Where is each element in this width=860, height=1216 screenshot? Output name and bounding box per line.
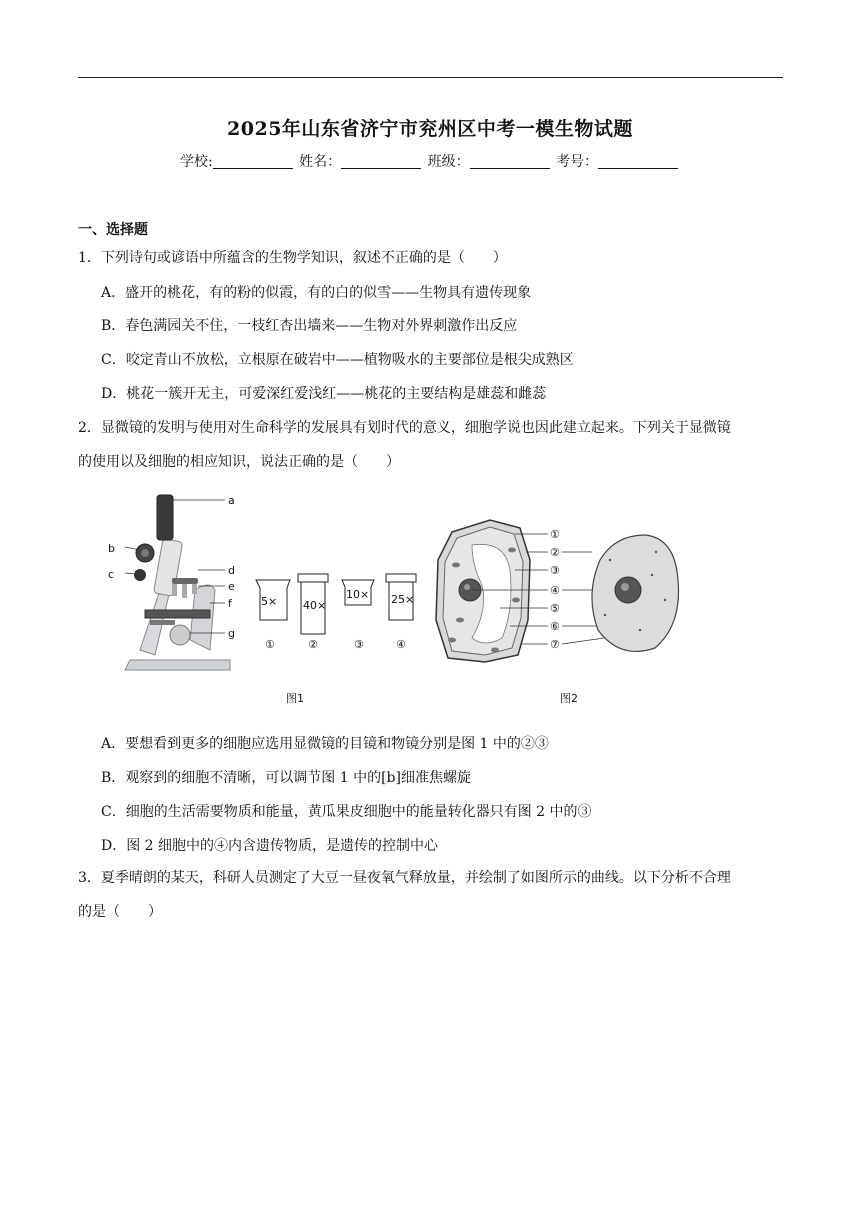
microscope-label-g: g: [228, 627, 235, 640]
cell-label-3: ③: [550, 564, 560, 577]
cell-label-2: ②: [550, 546, 560, 559]
section-heading: 一、选择题: [78, 222, 148, 238]
school-blank[interactable]: [213, 154, 293, 169]
question-3-stem-line2: 的是（ ）: [78, 904, 162, 920]
question-1-option-a: A．盛开的桃花，有的粉的似霞，有的白的似雪——生物具有遗传现象: [101, 285, 532, 301]
question-1-option-b: B．春色满园关不住，一枝红杏出墙来——生物对外界刺激作出反应: [101, 318, 518, 334]
question-1-stem: 1．下列诗句或谚语中所蕴含的生物学知识，叙述不正确的是（ ）: [78, 250, 507, 266]
lens-3-number: ③: [354, 638, 364, 651]
page-title: 2025年山东省济宁市兖州区中考一模生物试题: [227, 118, 633, 140]
question-1-option-d: D．桃花一簇开无主，可爱深红爱浅红——桃花的主要结构是雄蕊和雌蕊: [101, 386, 547, 402]
question-1-option-c: C．咬定青山不放松，立根原在破岩中——植物吸水的主要部位是根尖成熟区: [101, 352, 574, 368]
lens-4-number: ④: [396, 638, 406, 651]
class-label: 班级：: [427, 154, 470, 170]
plant-cell-drawing: [436, 520, 530, 662]
question-2-option-c: C．细胞的生活需要物质和能量，黄瓜果皮细胞中的能量转化器只有图 2 中的③: [101, 804, 592, 820]
id-label: 考号：: [556, 154, 599, 170]
lens-2-mag: 40×: [303, 599, 327, 612]
lens-1-mag: 5×: [261, 595, 278, 608]
question-2-option-b: B．观察到的细胞不清晰，可以调节图 1 中的[b]细准焦螺旋: [101, 770, 471, 786]
lens-4-cap: [386, 574, 416, 582]
cell-label-4: ④: [550, 584, 560, 597]
question-2-stem-line1: 2．显微镜的发明与使用对生命科学的发展具有划时代的意义，细胞学说也因此建立起来。下列关于显微镜: [78, 420, 731, 436]
question-2-option-a: A．要想看到更多的细胞应选用显微镜的目镜和物镜分别是图 1 中的②③: [101, 736, 549, 752]
question-2-figure: [100, 490, 700, 715]
question-2-stem-line2: 的使用以及细胞的相应知识，说法正确的是（ ）: [78, 454, 400, 470]
class-blank[interactable]: [470, 154, 550, 169]
microscope-label-c: c: [108, 568, 115, 581]
lens-1-number: ①: [265, 638, 275, 651]
top-rule: [78, 77, 783, 78]
question-2-option-d: D．图 2 细胞中的④内含遗传物质，是遗传的控制中心: [101, 838, 439, 854]
microscope-drawing: [125, 495, 230, 670]
figure-2-caption: 图2: [560, 692, 578, 705]
figure-1-caption: 图1: [286, 692, 304, 705]
microscope-label-e: e: [228, 580, 235, 593]
cell-label-7: ⑦: [550, 638, 560, 651]
lens-3-mag: 10×: [346, 588, 370, 601]
cell-label-5: ⑤: [550, 602, 560, 615]
lens-2-cap: [298, 574, 328, 582]
lens-4-mag: 25×: [391, 593, 415, 606]
microscope-label-d: d: [228, 564, 235, 577]
student-info-line: [0, 151, 860, 171]
cell-label-6: ⑥: [550, 620, 560, 633]
name-label: 姓名：: [299, 154, 342, 170]
microscope-label-f: f: [228, 597, 232, 610]
school-label: 学校:: [179, 154, 213, 170]
id-blank[interactable]: [598, 154, 678, 169]
question-3-stem-line1: 3．夏季晴朗的某天，科研人员测定了大豆一昼夜氧气释放量，并绘制了如图所示的曲线。以下分析不合理: [78, 870, 731, 886]
cell-label-1: ①: [550, 528, 560, 541]
animal-cell-drawing: [592, 535, 679, 651]
microscope-label-a: a: [228, 494, 235, 507]
name-blank[interactable]: [341, 154, 421, 169]
microscope-label-b: b: [108, 542, 115, 555]
lens-2-number: ②: [308, 638, 318, 651]
